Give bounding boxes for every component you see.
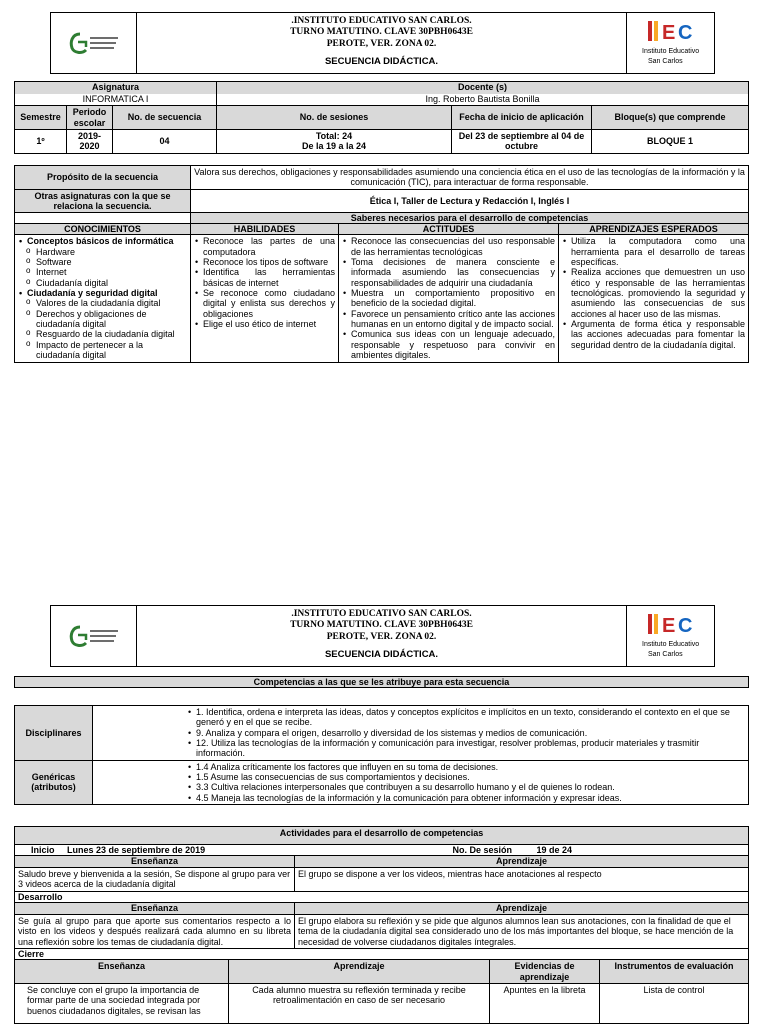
docente-label: Docente (s) [217, 82, 749, 94]
conocimientos-topic: • Ciudadanía y seguridad digital [18, 288, 187, 298]
svg-text:C: C [677, 615, 692, 637]
page-header-1 [50, 12, 715, 74]
document-title: SECUENCIA DIDÁCTICA. [324, 649, 439, 661]
sesion-row [452, 845, 749, 856]
docente-value: Ing. Roberto Bautista Bonilla [217, 94, 749, 106]
list-item: o Internet [24, 267, 187, 277]
competencias-title: Competencias a las que se les atribuye para esta secuencia [14, 676, 749, 688]
habilidades-cell [191, 235, 339, 362]
genericas-label: Genéricas (atributos) [15, 760, 93, 804]
list-item: o Software [24, 257, 187, 267]
list-item: • Comunica sus ideas con un lenguaje adecuado, responsable y respetuoso para convivir en ambientes digitales. [342, 329, 555, 360]
conocimientos-cell [15, 235, 191, 362]
svg-text:E: E [661, 615, 675, 637]
list-item: • Reconoce los tipos de software [194, 257, 335, 267]
competencias-table [14, 705, 749, 805]
school-logo-icon [636, 610, 706, 662]
inicio-aprendizaje: El grupo se dispone a ver los videos, mientras hace anotaciones al respecto [295, 868, 749, 892]
list-item: • Reconoce las consecuencias del uso responsable de las herramientas tecnológicas [342, 236, 555, 257]
aprendizajes-header: APRENDIZAJES ESPERADOS [559, 224, 749, 235]
list-item: • Favorece un pensamiento crítico ante las acciones humanas en un entorno digital y de impacto social. [342, 309, 555, 330]
list-item: • Argumenta de forma ética y responsable las acciones adecuadas para fomentar la seguridad dentro de la ciudadanía digital. [562, 319, 745, 350]
sesiones-total: Total: 24 [315, 131, 353, 141]
list-item: • Identifica las herramientas básicas de internet [194, 267, 335, 288]
inicio-ensenanza: Saludo breve y bienvenida a la sesión, Se dispone al grupo para ver 3 videos acerca de la ciudadanía digital [15, 868, 295, 892]
actividades-title: Actividades para el desarrollo de competencias [15, 827, 749, 845]
inicio-date: Lunes 23 de septiembre de 2019 [67, 845, 206, 855]
disciplinares-label: Disciplinares [15, 706, 93, 761]
semestre-value: 1º [15, 130, 67, 154]
list-item: o Impacto de pertenecer a la ciudadanía digital [24, 340, 187, 361]
proposito-label: Propósito de la secuencia [15, 166, 191, 190]
cierre-label: Cierre [15, 949, 749, 960]
school-logo-name2: San Carlos [647, 58, 683, 65]
aprendizaje-header: Aprendizaje [295, 903, 749, 915]
aprendizajes-cell [559, 235, 749, 362]
list-item: • 3.3 Cultiva relaciones interpersonales que contribuyen a su desarrollo humano y el de quienes lo rodean. [187, 782, 745, 792]
list-item: • Toma decisiones de manera consciente e informada asumiendo las consecuencias y responsabilidades de adquirir una ciudadanía [342, 257, 555, 288]
aprendizaje-header: Aprendizaje [295, 856, 749, 868]
secuencia-value: 04 [113, 130, 217, 154]
list-item: • 12. Utiliza las tecnologías de la información y comunicación para investigar, resolver problemas, producir materiales y trasmitir información. [187, 738, 745, 759]
institute-name: .INSTITUTO EDUCATIVO SAN CARLOS. [291, 609, 472, 619]
list-item: • Muestra un comportamiento propositivo en beneficio de la sociedad digital. [342, 288, 555, 309]
sesiones-label: No. de sesiones [217, 106, 452, 130]
secuencia-label: No. de secuencia [113, 106, 217, 130]
sesion-label: No. De sesión [452, 845, 513, 855]
saberes-title: Saberes necesarios para el desarrollo de competencias [191, 213, 749, 224]
school-logo-icon [636, 17, 706, 69]
periodo-value: 2019-2020 [67, 130, 113, 154]
sesiones-range: De la 19 a la 24 [301, 141, 367, 152]
inicio-row [15, 845, 490, 856]
genericas-cell [93, 760, 749, 804]
instrumentos-header: Instrumentos de evaluación [600, 960, 749, 984]
otras-asignaturas-label: Otras asignaturas con la que se relaciona la secuencia. [15, 189, 191, 213]
list-item: o Hardware [24, 247, 187, 257]
saberes-table [14, 165, 749, 363]
svg-text:C: C [677, 22, 692, 44]
school-logo-name2: San Carlos [647, 651, 683, 658]
fecha-label: Fecha de inicio de aplicación [452, 106, 592, 130]
institute-shift: TURNO MATUTINO. CLAVE 30PBH0643E [290, 620, 473, 631]
cierre-evidencia: Apuntes en la libreta [490, 984, 600, 1024]
bloque-value: BLOQUE 1 [592, 130, 749, 154]
proposito-text: Valora sus derechos, obligaciones y responsabilidades asumiendo una conciencia ética en el uso de las tecnologías de la información y la comunicación (TIC), para interactuar de forma responsable. [191, 166, 749, 190]
bloque-label: Bloque(s) que comprende [592, 106, 749, 130]
list-item: o Valores de la ciudadanía digital [24, 298, 187, 308]
list-item: • 9. Analiza y compara el origen, desarrollo y diversidad de los sistemas y medios de comunicación. [187, 728, 745, 738]
institute-name: .INSTITUTO EDUCATIVO SAN CARLOS. [291, 16, 472, 26]
government-logo [51, 13, 137, 73]
aprendizaje-header: Aprendizaje [229, 960, 490, 984]
list-item: • 1.5 Asume las consecuencias de sus comportamientos y decisiones. [187, 772, 745, 782]
list-item: o Resguardo de la ciudadanía digital [24, 329, 187, 339]
page-header-2 [50, 605, 715, 667]
cierre-ensenanza: Se concluye con el grupo la importancia de formar parte de una sociedad integrada por buenos ciudadanos digitales, se revisan las [15, 984, 229, 1024]
school-logo-name1: Instituto Educativo [641, 641, 699, 648]
sesion-value: 19 de 24 [536, 845, 573, 855]
sesiones-value [217, 130, 452, 154]
evidencias-header: Evidencias de aprendizaje [490, 960, 600, 984]
government-logo [51, 606, 137, 666]
list-item: • Realiza acciones que demuestren un uso ético y responsable de las herramientas tecnológicas. promoviendo la seguridad y asumiendo las consecuencias de sus acciones al hacer uso de las mismas. [562, 267, 745, 319]
disciplinares-cell [93, 706, 749, 761]
list-item: • 1. Identifica, ordena e interpreta las ideas, datos y conceptos explícitos e implícitos en un texto, considerando el contexto en el que se generó y en el que se recibe. [187, 707, 745, 728]
list-item: • 4.5 Maneja las tecnologías de la información y la comunicación para obtener información y expresar ideas. [187, 793, 745, 803]
conocimientos-topic: • Conceptos básicos de informática [18, 236, 187, 246]
list-item: • Reconoce las partes de una computadora [194, 236, 335, 257]
actividades-table [14, 826, 749, 1024]
otras-asignaturas-value: Ética I, Taller de Lectura y Redacción I, Inglés I [191, 189, 749, 213]
list-item: • Utiliza la computadora como una herramienta para el desarrollo de tareas específicas. [562, 236, 745, 267]
school-logo [626, 606, 714, 666]
semestre-label: Semestre [15, 106, 67, 130]
cierre-instrumento: Lista de control [600, 984, 749, 1024]
document-title: SECUENCIA DIDÁCTICA. [324, 56, 439, 68]
svg-text:E: E [661, 22, 675, 44]
government-logo-icon [66, 621, 122, 651]
institute-location: PEROTE, VER. ZONA 02. [326, 38, 437, 49]
conocimientos-header: CONOCIMIENTOS [15, 224, 191, 235]
institute-location: PEROTE, VER. ZONA 02. [326, 631, 437, 642]
school-logo-name1: Instituto Educativo [641, 48, 699, 55]
asignatura-value: INFORMATICA I [15, 94, 217, 106]
asignatura-label: Asignatura [15, 82, 217, 94]
government-logo-icon [66, 28, 122, 58]
periodo-label: Periodo escolar [67, 106, 113, 130]
list-item: • Se reconoce como ciudadano digital y enlista sus derechos y obligaciones [194, 288, 335, 319]
ensenanza-header: Enseñanza [15, 903, 295, 915]
desarrollo-label: Desarrollo [15, 892, 749, 903]
desarrollo-aprendizaje: El grupo elabora su reflexión y se pide que algunos alumnos lean sus anotaciones, con la finalidad de que el tema de la ciudadanía digital sea considerado uno de los más importantes del bloque, se hace mención de la necesidad de volverse ciudadanos digitales íntegrales. [295, 915, 749, 949]
ensenanza-header: Enseñanza [15, 856, 295, 868]
actitudes-header: ACTITUDES [339, 224, 559, 235]
institute-shift: TURNO MATUTINO. CLAVE 30PBH0643E [290, 27, 473, 38]
info-table [14, 81, 749, 154]
desarrollo-ensenanza: Se guía al grupo para que aporte sus comentarios respecto a lo visto en los videos y después realizará cada alumno en su libreta una reflexión sobre los temas de ciudadanía digital. [15, 915, 295, 949]
habilidades-header: HABILIDADES [191, 224, 339, 235]
list-item: o Ciudadanía digital [24, 278, 187, 288]
list-item: • Elige el uso ético de internet [194, 319, 335, 329]
fecha-value: Del 23 de septiembre al 04 de octubre [452, 130, 592, 154]
school-logo [626, 13, 714, 73]
actitudes-cell [339, 235, 559, 362]
cierre-aprendizaje: Cada alumno muestra su reflexión terminada y recibe retroalimentación en caso de ser necesario [229, 984, 490, 1024]
inicio-label: Inicio [31, 845, 55, 855]
ensenanza-header: Enseñanza [15, 960, 229, 984]
list-item: • 1.4 Analiza críticamente los factores que influyen en su toma de decisiones. [187, 762, 745, 772]
list-item: o Derechos y obligaciones de ciudadanía digital [24, 309, 187, 330]
